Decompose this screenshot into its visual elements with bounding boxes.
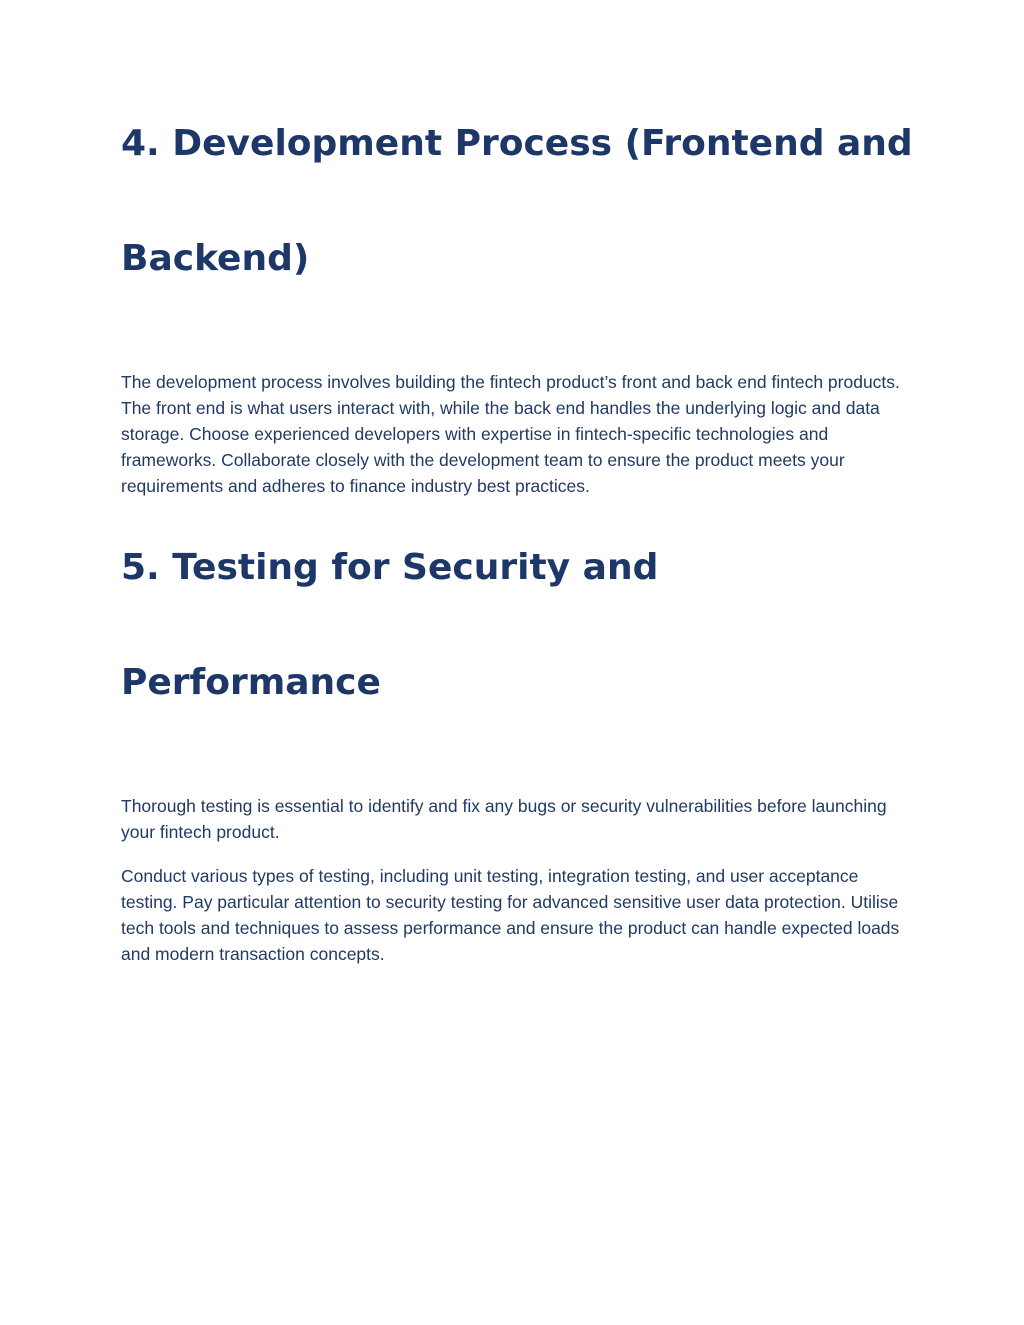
section-5-paragraph-2: Conduct various types of testing, including unit testing, integration testing, and user acceptance testing. Pay particular attention to security testing for advanced sensitive user data protection. Utilise tech tools and techniques to assess performance and ensure the product can handle expected loads and modern transaction concepts. (121, 866, 900, 964)
section-4-paragraph: The development process involves building the fintech product’s front and back end fintech products. The front end is what users interact with, while the back end handles the underlying logic and data storage. Choose experienced developers with expertise in fintech-specific technologies and frameworks. Collaborate closely with the development team to ensure the product meets your requirements and adheres to finance industry best practices. (121, 372, 900, 496)
section-4-heading-line-2: Backend) (121, 238, 310, 279)
section-4-heading-line-1: 4. Development Process (Frontend and (121, 123, 913, 164)
section-5-paragraph-1: Thorough testing is essential to identify and fix any bugs or security vulnerabilities before launching your fintech product. (121, 796, 887, 842)
section-5-heading-line-1: 5. Testing for Security and (121, 547, 659, 588)
section-5-heading-line-2: Performance (121, 662, 381, 703)
